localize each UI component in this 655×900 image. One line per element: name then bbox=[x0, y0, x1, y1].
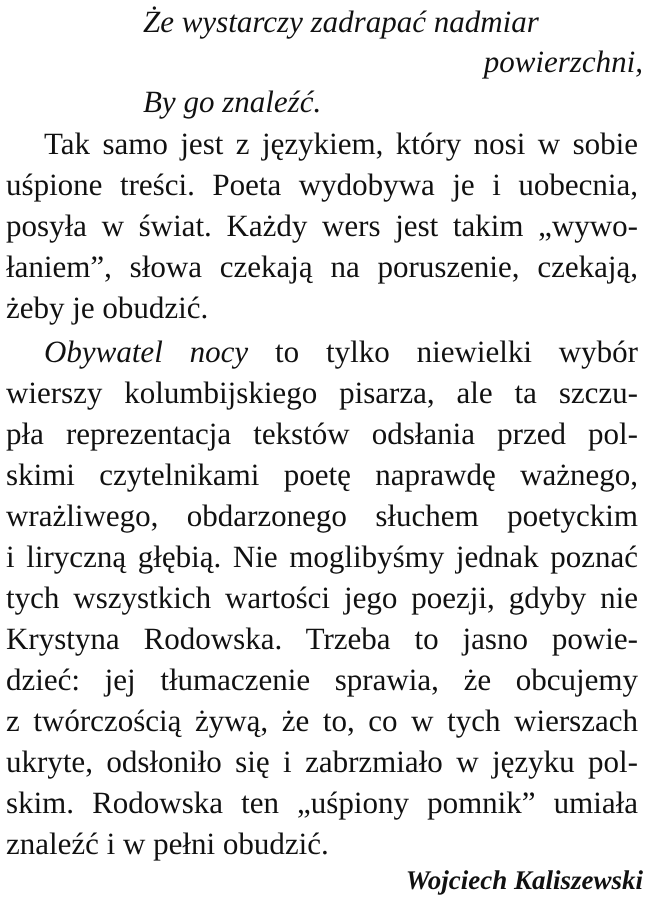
paragraph1-line-3: posyła w świat. Każdy wers jest takim „wywo- bbox=[6, 208, 638, 243]
paragraph2-line-9: dzieć: jej tłumaczenie sprawia, że obcujemy bbox=[6, 662, 638, 697]
paragraph2-line-4: skimi czytelnikami poetę naprawdę ważnego, bbox=[6, 457, 638, 492]
author-signature: Wojciech Kaliszewski bbox=[405, 865, 643, 895]
paragraph2-line-2: wierszy kolumbijskiego pisarza, ale ta szczu- bbox=[6, 375, 638, 410]
paragraph2-line-7: tych wszystkich wartości jego poezji, gdyby nie bbox=[6, 580, 638, 615]
paragraph2-line-1-rest: to tylko niewielki wybór bbox=[248, 334, 639, 369]
paragraph1-line-1: Tak samo jest z językiem, który nosi w sobie bbox=[44, 126, 638, 161]
paragraph2-line-6: i liryczną głębią. Nie moglibyśmy jednak poznać bbox=[6, 539, 638, 574]
paragraph2-line-10: z twórczością żywą, że to, co w tych wierszach bbox=[6, 703, 638, 738]
paragraph1-line-2: uśpione treści. Poeta wydobywa je i uobecnia, bbox=[6, 167, 638, 202]
book-title: Obywatel nocy bbox=[44, 334, 249, 369]
paragraph1-line-4: łaniem”, słowa czekają na poruszenie, czekają, bbox=[6, 249, 638, 284]
paragraph2-line-1 bbox=[44, 332, 638, 372]
paragraph2-line-8: Krystyna Rodowska. Trzeba to jasno powie- bbox=[6, 621, 638, 656]
paragraph2-line-11: ukryte, odsłoniło się i zabrzmiało w języku pol- bbox=[6, 744, 638, 779]
paragraph2-line-12: skim. Rodowska ten „uśpiony pomnik” umiała bbox=[6, 785, 638, 820]
paragraph2-line-13: znaleźć i w pełni obudzić. bbox=[6, 826, 329, 861]
paragraph2-line-3: pła reprezentacja tekstów odsłania przed pol- bbox=[6, 416, 638, 451]
verse-line-3: By go znaleźć. bbox=[143, 84, 322, 119]
verse-line-1: Że wystarczy zadrapać nadmiar bbox=[143, 4, 539, 39]
verse-line-2: powierzchni, bbox=[483, 44, 643, 79]
paragraph2-line-5: wrażliwego, obdarzonego słuchem poetyckim bbox=[6, 498, 638, 533]
paragraph1-line-5: żeby je obudzić. bbox=[6, 290, 209, 325]
